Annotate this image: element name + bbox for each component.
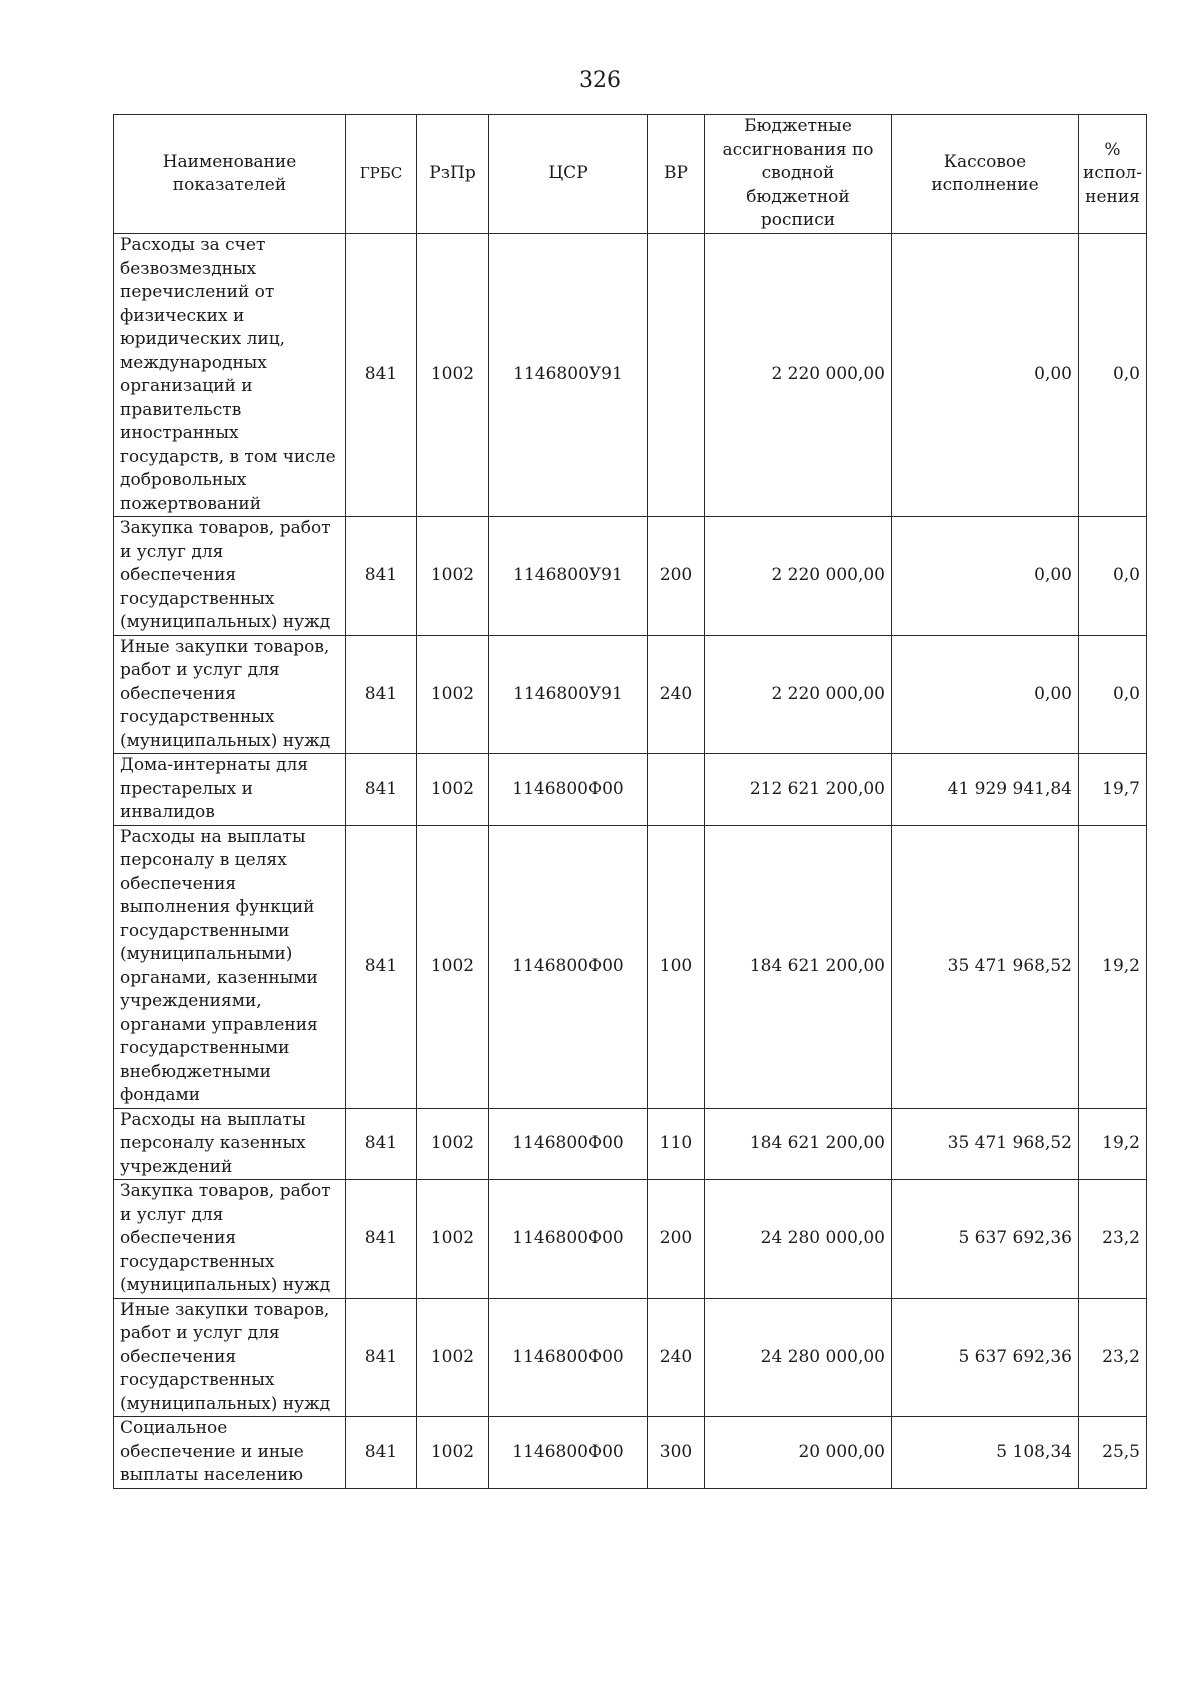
cell-percent: 19,2 <box>1079 825 1147 1108</box>
cell-grbs: 841 <box>346 234 417 517</box>
cell-vr: 110 <box>648 1108 705 1180</box>
header-rzpr: РзПр <box>417 115 489 234</box>
cell-assignments: 184 621 200,00 <box>705 1108 892 1180</box>
table-row <box>114 825 1147 1108</box>
cell-execution: 0,00 <box>892 234 1079 517</box>
cell-execution: 5 637 692,36 <box>892 1298 1079 1417</box>
cell-name: Дома-интернаты для престарелых и инвалидов <box>114 754 346 826</box>
cell-csr: 1146800Ф00 <box>489 1298 648 1417</box>
cell-name: Расходы за счет безвозмездных перечислений от физических и юридических лиц, международных организаций и правительств иностранных государств, в том числе добровольных пожертвований <box>114 234 346 517</box>
cell-vr <box>648 754 705 826</box>
cell-grbs: 841 <box>346 1298 417 1417</box>
cell-assignments: 184 621 200,00 <box>705 825 892 1108</box>
cell-execution: 0,00 <box>892 635 1079 754</box>
table-row <box>114 1298 1147 1417</box>
cell-csr: 1146800Ф00 <box>489 825 648 1108</box>
cell-assignments: 212 621 200,00 <box>705 754 892 826</box>
cell-rzpr: 1002 <box>417 234 489 517</box>
cell-grbs: 841 <box>346 1108 417 1180</box>
cell-grbs: 841 <box>346 1417 417 1489</box>
cell-grbs: 841 <box>346 635 417 754</box>
cell-percent: 23,2 <box>1079 1180 1147 1299</box>
cell-execution: 35 471 968,52 <box>892 1108 1079 1180</box>
cell-csr: 1146800У91 <box>489 234 648 517</box>
table-row <box>114 1108 1147 1180</box>
cell-execution: 5 108,34 <box>892 1417 1079 1489</box>
cell-assignments: 2 220 000,00 <box>705 517 892 636</box>
cell-csr: 1146800У91 <box>489 635 648 754</box>
cell-name: Иные закупки товаров, работ и услуг для обеспечения государственных (муниципальных) нужд <box>114 1298 346 1417</box>
cell-execution: 35 471 968,52 <box>892 825 1079 1108</box>
cell-csr: 1146800Ф00 <box>489 1180 648 1299</box>
header-name: Наименование показателей <box>114 115 346 234</box>
table-row <box>114 754 1147 826</box>
header-csr: ЦСР <box>489 115 648 234</box>
cell-rzpr: 1002 <box>417 1417 489 1489</box>
cell-name: Социальное обеспечение и иные выплаты населению <box>114 1417 346 1489</box>
cell-name: Закупка товаров, работ и услуг для обеспечения государственных (муниципальных) нужд <box>114 1180 346 1299</box>
cell-execution: 41 929 941,84 <box>892 754 1079 826</box>
cell-percent: 19,7 <box>1079 754 1147 826</box>
cell-vr: 300 <box>648 1417 705 1489</box>
cell-assignments: 2 220 000,00 <box>705 635 892 754</box>
cell-rzpr: 1002 <box>417 517 489 636</box>
cell-rzpr: 1002 <box>417 825 489 1108</box>
cell-assignments: 20 000,00 <box>705 1417 892 1489</box>
header-percent: % испол-нения <box>1079 115 1147 234</box>
cell-grbs: 841 <box>346 825 417 1108</box>
cell-name: Расходы на выплаты персоналу в целях обеспечения выполнения функций государственными (муниципальными) органами, казенными учреждениями, органами управления государственными внебюджетными фондами <box>114 825 346 1108</box>
table-header-row <box>114 115 1147 234</box>
table-row <box>114 1417 1147 1489</box>
cell-percent: 0,0 <box>1079 635 1147 754</box>
cell-rzpr: 1002 <box>417 1108 489 1180</box>
cell-execution: 0,00 <box>892 517 1079 636</box>
cell-assignments: 24 280 000,00 <box>705 1298 892 1417</box>
cell-vr: 100 <box>648 825 705 1108</box>
cell-vr: 240 <box>648 1298 705 1417</box>
header-assignments: Бюджетные ассигнования по сводной бюджетной росписи <box>705 115 892 234</box>
cell-grbs: 841 <box>346 1180 417 1299</box>
cell-csr: 1146800У91 <box>489 517 648 636</box>
cell-grbs: 841 <box>346 517 417 636</box>
cell-vr <box>648 234 705 517</box>
cell-vr: 200 <box>648 517 705 636</box>
cell-percent: 23,2 <box>1079 1298 1147 1417</box>
cell-rzpr: 1002 <box>417 635 489 754</box>
cell-rzpr: 1002 <box>417 1298 489 1417</box>
cell-percent: 0,0 <box>1079 517 1147 636</box>
budget-execution-table <box>113 114 1147 1489</box>
cell-vr: 240 <box>648 635 705 754</box>
table-row <box>114 635 1147 754</box>
cell-grbs: 841 <box>346 754 417 826</box>
cell-execution: 5 637 692,36 <box>892 1180 1079 1299</box>
table-row <box>114 234 1147 517</box>
cell-percent: 25,5 <box>1079 1417 1147 1489</box>
page-number: 326 <box>579 68 621 93</box>
cell-name: Расходы на выплаты персоналу казенных учреждений <box>114 1108 346 1180</box>
cell-name: Закупка товаров, работ и услуг для обеспечения государственных (муниципальных) нужд <box>114 517 346 636</box>
cell-vr: 200 <box>648 1180 705 1299</box>
cell-percent: 0,0 <box>1079 234 1147 517</box>
table-row <box>114 1180 1147 1299</box>
cell-assignments: 2 220 000,00 <box>705 234 892 517</box>
table-row <box>114 517 1147 636</box>
cell-csr: 1146800Ф00 <box>489 1108 648 1180</box>
cell-rzpr: 1002 <box>417 1180 489 1299</box>
cell-csr: 1146800Ф00 <box>489 1417 648 1489</box>
cell-rzpr: 1002 <box>417 754 489 826</box>
cell-name: Иные закупки товаров, работ и услуг для обеспечения государственных (муниципальных) нужд <box>114 635 346 754</box>
cell-percent: 19,2 <box>1079 1108 1147 1180</box>
header-vr: ВР <box>648 115 705 234</box>
header-execution: Кассовое исполнение <box>892 115 1079 234</box>
header-grbs: ГРБС <box>346 115 417 234</box>
cell-assignments: 24 280 000,00 <box>705 1180 892 1299</box>
cell-csr: 1146800Ф00 <box>489 754 648 826</box>
